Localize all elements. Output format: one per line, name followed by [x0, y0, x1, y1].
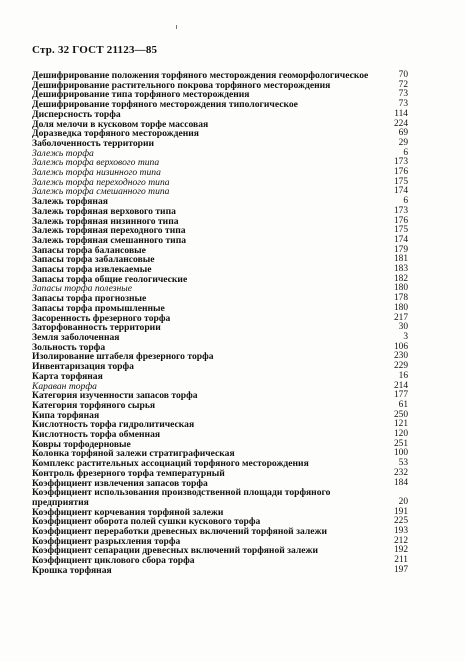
- entry-page-number: 193: [393, 526, 408, 537]
- entry-page-number: 183: [393, 264, 408, 275]
- entry-term: Крошка торфяная: [32, 564, 112, 576]
- entry-term: Запасы торфа промышленные: [32, 302, 165, 314]
- entry-term: Залежь торфяная: [32, 196, 108, 208]
- entry-term: Коэффициент использования производственной площади торфяного предприятия: [32, 487, 331, 508]
- index-entry: [32, 566, 408, 576]
- entry-term: Коэффициент циклового сбора торфа: [32, 555, 195, 567]
- entry-page-number: 192: [393, 545, 408, 556]
- entry-term: Кипа торфяная: [32, 409, 100, 421]
- entry-page-number: 211: [394, 555, 408, 566]
- entry-term: Категория торфяного сырья: [32, 399, 156, 411]
- entry-page-number: 191: [393, 506, 408, 517]
- entry-page-number: 232: [393, 467, 408, 478]
- entry-page-number: 175: [393, 225, 408, 236]
- entry-term: Инвентаризация торфа: [32, 361, 134, 373]
- entry-page-number: 30: [398, 322, 408, 333]
- entry-term: Запасы торфа балансовые: [32, 244, 146, 256]
- entry-page-number: 250: [393, 409, 408, 420]
- entry-page-number: 229: [393, 361, 408, 372]
- entry-page-number: 214: [393, 380, 408, 391]
- entry-page-number: 176: [393, 215, 408, 226]
- entry-term: Категория изученности запасов торфа: [32, 390, 198, 402]
- entry-term: Контроль фрезерного торфа температурный: [32, 467, 225, 479]
- entry-page-number: 173: [393, 157, 408, 168]
- entry-page-number: 61: [398, 399, 408, 410]
- page-header: Стр. 32 ГОСТ 21123—85: [32, 44, 158, 56]
- entry-page-number: 179: [393, 244, 408, 255]
- entry-term: Зольность торфа: [32, 341, 106, 353]
- entry-page-number: 6: [403, 147, 408, 158]
- entry-term: Коэффициент сепарации древесных включений торфяной залежи: [32, 545, 319, 557]
- entry-page-number: 184: [393, 477, 408, 488]
- entry-page-number: 174: [393, 234, 408, 245]
- entry-page-number: 217: [393, 312, 408, 323]
- entry-page-number: 224: [393, 118, 408, 129]
- entry-term: Дешифрирование типа торфяного месторождения: [32, 89, 250, 101]
- term-index: [32, 71, 408, 576]
- entry-page-number: 100: [393, 448, 408, 459]
- entry-page-number: 180: [393, 302, 408, 313]
- entry-term: Залежь торфяная смешанного типа: [32, 234, 187, 246]
- entry-term: Коэффициент оборота полей сушки кускового торфа: [32, 516, 261, 528]
- entry-page-number: 175: [393, 176, 408, 187]
- entry-page-number: 182: [393, 273, 408, 284]
- entry-page-number: 73: [398, 89, 408, 100]
- entry-page-number: 173: [393, 205, 408, 216]
- entry-page-number: 6: [403, 196, 408, 207]
- entry-page-number: 72: [398, 79, 408, 90]
- entry-page-number: 176: [393, 167, 408, 178]
- entry-page-number: 16: [398, 370, 408, 381]
- entry-term: Залежь торфа смешанного типа: [32, 186, 170, 198]
- entry-term: Доля мелочи в кусковом торфе массовая: [32, 118, 209, 130]
- entry-page-number: 70: [398, 70, 408, 80]
- entry-page-number: 29: [398, 137, 408, 148]
- entry-term: Кислотность торфа гидролитическая: [32, 419, 195, 431]
- entry-term: Залежь торфа низинного типа: [32, 167, 161, 179]
- entry-page-number: 3: [403, 331, 408, 342]
- entry-term: Коэффициент корчевания торфяной залежи: [32, 506, 224, 518]
- entry-term: Земля заболоченная: [32, 331, 120, 343]
- entry-page-number: 251: [393, 438, 408, 449]
- entry-term: Запасы торфа забалансовые: [32, 254, 155, 266]
- entry-term: Кислотность торфа обменная: [32, 429, 161, 441]
- entry-page-number: 178: [393, 293, 408, 304]
- entry-term: Запасы торфа прогнозные: [32, 293, 147, 305]
- entry-term: Заторфованность территории: [32, 322, 161, 334]
- entry-term: Залежь торфяная верхового типа: [32, 205, 176, 217]
- entry-page-number: 114: [394, 108, 408, 119]
- index-entry: [32, 488, 408, 507]
- entry-term: Ковры торфодерновые: [32, 438, 131, 450]
- entry-page-number: 73: [398, 99, 408, 110]
- entry-term: Колонка торфяной залежи стратиграфическая: [32, 448, 235, 460]
- entry-page-number: 225: [393, 516, 408, 527]
- entry-term: Засоренность фрезерного торфа: [32, 312, 171, 324]
- entry-term: Дешифрирование положения торфяного месторождения геоморфологическое: [32, 70, 369, 81]
- entry-term: Заболоченность территории: [32, 137, 155, 149]
- entry-page-number: 53: [398, 458, 408, 469]
- entry-term: Караван торфа: [32, 380, 97, 392]
- entry-page-number: 180: [393, 283, 408, 294]
- entry-term: Коэффициент разрыхления торфа: [32, 535, 181, 547]
- entry-term: Залежь торфа верхового типа: [32, 157, 160, 169]
- entry-term: Дешифрирование растительного покрова торфяного месторождения: [32, 79, 331, 91]
- entry-term: Залежь торфа: [32, 147, 94, 159]
- entry-term: Коэффициент извлечения запасов торфа: [32, 477, 208, 489]
- entry-page-number: 20: [398, 496, 408, 507]
- entry-term: Дешифрирование торфяного месторождения типологическое: [32, 99, 298, 111]
- entry-page-number: 212: [393, 535, 408, 546]
- speck-mark: [176, 25, 177, 29]
- entry-term: Доразведка торфяного месторождения: [32, 128, 199, 140]
- entry-page-number: 181: [393, 254, 408, 265]
- entry-term: Запасы торфа полезные: [32, 283, 132, 295]
- entry-page-number: 230: [393, 351, 408, 362]
- entry-page-number: 174: [393, 186, 408, 197]
- entry-term: Изолирование штабеля фрезерного торфа: [32, 351, 214, 363]
- entry-page-number: 69: [398, 128, 408, 139]
- entry-term: Комплекс растительных ассоциаций торфяного месторождения: [32, 458, 309, 470]
- entry-page-number: 106: [393, 341, 408, 352]
- entry-term: Залежь торфяная переходного типа: [32, 225, 186, 237]
- entry-page-number: 177: [393, 390, 408, 401]
- entry-term: Запасы торфа извлекаемые: [32, 264, 152, 276]
- entry-page-number: 121: [393, 419, 408, 430]
- entry-page-number: 120: [393, 429, 408, 440]
- entry-term: Дисперсность торфа: [32, 108, 121, 120]
- entry-term: Коэффициент переработки древесных включений торфяной залежи: [32, 526, 327, 538]
- entry-term: Запасы торфа общие геологические: [32, 273, 188, 285]
- entry-term: Залежь торфа переходного типа: [32, 176, 170, 188]
- entry-term: Карта торфяная: [32, 370, 103, 382]
- entry-term: Залежь торфяная низинного типа: [32, 215, 179, 227]
- entry-page-number: 197: [393, 564, 408, 575]
